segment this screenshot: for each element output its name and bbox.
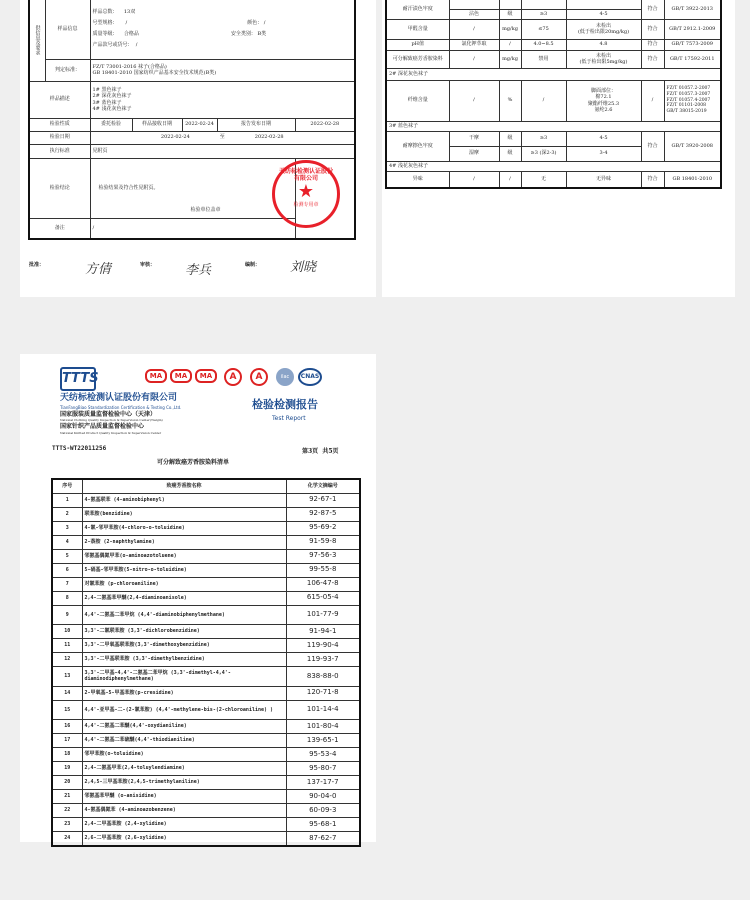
amine-name: 邻氨基苯甲醚 (o-anisidine)	[82, 790, 286, 804]
cas-number: 92-87-5	[286, 507, 360, 521]
standard-label: 判定标准：	[45, 59, 90, 81]
table-row: 湿摩 级 ≥3 (深2-3) 3-4	[386, 146, 721, 161]
nature-label: 检验性质	[29, 118, 90, 131]
table-title: 可分解致癌芳香胺染料清单	[157, 459, 230, 466]
amine-name: 邻氨基偶氮甲苯(o-aminoazotoluene)	[82, 549, 286, 563]
amine-name: 3,3'-二甲基-4,4'-二氨基二苯甲烷 (3,3'-dimethyl-4,4'-diaminodiphenylmethane)	[82, 667, 286, 687]
ilac-mark-icon: ilac	[276, 368, 294, 386]
row-number: 13	[52, 667, 82, 687]
cas-number: 91-94-1	[286, 625, 360, 639]
report-title-en: Test Report	[272, 415, 306, 422]
section-sample-2: 2# 深花灰色袜子	[386, 68, 721, 80]
row-number: 15	[52, 700, 82, 720]
amine-name: 4,4'-二氨基二苯醚(4,4'-oxydianiline)	[82, 720, 286, 734]
desc-list: 1# 黑色袜子 2# 深花灰色袜子 3# 蓝色袜子 4# 浅花灰色袜子	[90, 81, 355, 118]
center-2-en: National Knitted Product Quality Inspection & Supervision Center	[60, 431, 162, 435]
prepare-signature: 刘晓	[290, 260, 317, 275]
center-1: 国家服装质量监督检验中心（天津）	[60, 411, 157, 418]
center-2: 国家针织产品质量监督检验中心	[60, 423, 145, 430]
table-row	[52, 653, 360, 667]
amine-name: 5-硝基-邻甲苯胺(5-nitro-o-toluidine)	[82, 563, 286, 577]
cal-mark-icon: A	[250, 368, 268, 386]
cas-number: 97-56-3	[286, 549, 360, 563]
table-row	[52, 577, 360, 591]
cal-mark-icon: A	[224, 368, 242, 386]
conclusion-label: 检验结论	[29, 158, 90, 218]
cas-number: 90-04-0	[286, 790, 360, 804]
table-row	[52, 549, 360, 563]
cas-number: 120-71-8	[286, 686, 360, 700]
table-row	[52, 700, 360, 720]
review-label: 审核：	[140, 262, 156, 268]
row-number: 16	[52, 720, 82, 734]
cas-number: 91-59-8	[286, 535, 360, 549]
row-number: 4	[52, 535, 82, 549]
table-row	[52, 521, 360, 535]
table-row	[52, 605, 360, 625]
amine-name: 4,4'-二氨基二苯硫醚(4,4'-thiodianiline)	[82, 734, 286, 748]
amine-name: 2-萘胺 (2-naphthylamine)	[82, 535, 286, 549]
cas-number: 92-67-1	[286, 493, 360, 507]
company-name-en: TianFangBiao Standardization Certification & Testing Co.,Ltd.	[60, 405, 182, 410]
row-number: 8	[52, 591, 82, 605]
cas-number: 615-05-4	[286, 591, 360, 605]
header-no: 序号	[52, 479, 82, 493]
cas-number: 60-09-3	[286, 804, 360, 818]
table-row	[52, 818, 360, 832]
row-number: 6	[52, 563, 82, 577]
cas-number: 106-47-8	[286, 577, 360, 591]
row-number: 9	[52, 605, 82, 625]
amine-table	[51, 478, 361, 847]
cas-number: 137-17-7	[286, 776, 360, 790]
row-number: 21	[52, 790, 82, 804]
result-unit: 级	[499, 9, 521, 19]
row-number: 7	[52, 577, 82, 591]
conclusion: 检验结果及符合性见附页。 检验单位盖章	[90, 158, 295, 218]
table-row: 纤维含量 / % / 脚面部位： 棉72.1 聚酯纤维25.3 氨纶2.6 / FZ/T 01057.2-2007 FZ/T 01057.3-2007 FZ/T 01057.4-2007 FZ/T 01101-2008 GB/T 38015-2019	[386, 80, 721, 121]
issue-date: 2022-02-28	[295, 118, 355, 131]
row-number: 14	[52, 686, 82, 700]
results-table	[385, 0, 722, 189]
table-row	[52, 762, 360, 776]
table-row	[52, 667, 360, 687]
report-page-cover-continued	[20, 0, 376, 297]
remark-label: 备注	[29, 218, 90, 239]
test-date-label: 检验日期	[29, 131, 90, 144]
result-value: 4-5	[566, 9, 641, 19]
table-row	[52, 591, 360, 605]
amine-name: 4-氯-邻甲苯胺(4-chloro-o-toluidine)	[82, 521, 286, 535]
amine-name: 邻甲苯胺(o-toluidine)	[82, 748, 286, 762]
result-judge: 符合	[641, 0, 664, 19]
amine-name: 4,4'-亚甲基-二-(2-氯苯胺) (4,4'-methylene-bis-(2-chloroaniline) )	[82, 700, 286, 720]
amine-name: 4,4'-二氨基二苯甲烷 (4,4'-diaminobiphenylmethane)	[82, 605, 286, 625]
approve-label: 批准：	[29, 262, 45, 268]
table-row: 异味 / / 无 无异味 符合 GB 18401-2010	[386, 171, 721, 188]
row-number: 2	[52, 507, 82, 521]
table-row	[52, 720, 360, 734]
cas-number: 95-80-7	[286, 762, 360, 776]
prepare-label: 编制：	[245, 262, 261, 268]
table-row	[52, 639, 360, 653]
cma-mark-icon: MA	[170, 369, 192, 383]
table-row	[52, 493, 360, 507]
amine-name: 3,3'-二甲基联苯胺 (3,3'-dimethylbenzidine)	[82, 653, 286, 667]
side-label: 供信息及要求	[29, 0, 45, 81]
table-row	[52, 832, 360, 846]
cas-number: 95-68-1	[286, 818, 360, 832]
amine-name: 2,4,5-三甲基苯胺(2,4,5-trimethylaniline)	[82, 776, 286, 790]
table-row	[52, 563, 360, 577]
amine-name: 2-甲氧基-5-甲基苯胺(p-cresidine)	[82, 686, 286, 700]
review-signature: 李兵	[185, 263, 212, 278]
row-number: 17	[52, 734, 82, 748]
result-sub: 沾色	[449, 9, 499, 19]
table-row	[52, 507, 360, 521]
table-row	[52, 804, 360, 818]
amine-name: 4-氨基联苯 (4-aminobiphenyl)	[82, 493, 286, 507]
company-name: 天纺标检测认证股份有限公司	[60, 393, 178, 403]
amine-name: 对氯苯胺 (p-chloroaniline)	[82, 577, 286, 591]
exec-label: 执行标准	[29, 144, 90, 158]
cas-number: 99-55-8	[286, 563, 360, 577]
result-req: ≥3	[521, 9, 566, 19]
cas-number: 139-65-1	[286, 734, 360, 748]
nature: 委托检验	[90, 118, 132, 131]
receive-label: 样品接收日期	[132, 118, 182, 131]
cma-mark-icon: MA	[195, 369, 217, 383]
cas-number: 95-53-4	[286, 748, 360, 762]
row-number: 23	[52, 818, 82, 832]
cas-number: 838-88-0	[286, 667, 360, 687]
amine-name: 2,4-二氨基甲苯(2,4-toluylendiamine)	[82, 762, 286, 776]
center-1-en: National Clothing Quality Inspection & Supervision Center(Tianjin)	[60, 418, 163, 422]
row-number: 18	[52, 748, 82, 762]
table-row	[52, 776, 360, 790]
issue-label: 报告发布日期	[217, 118, 295, 131]
test-date: 2022-02-24 至 2022-02-28	[90, 131, 355, 144]
row-number: 10	[52, 625, 82, 639]
desc-label: 样品描述	[29, 81, 90, 118]
cas-number: 87-62-7	[286, 832, 360, 846]
result-std: GB/T 3922-2013	[664, 0, 721, 19]
official-stamp: 天纺标检测认证股份有限公司 ★ 检测专用章	[272, 160, 340, 228]
standard-value: FZ/T 73001-2016 袜子(合格品) GB 18401-2010 国家纺织产品基本安全技术规范(B类)	[90, 59, 355, 81]
table-row	[52, 790, 360, 804]
cas-number: 119-93-7	[286, 653, 360, 667]
amine-name: 联苯胺(benzidine)	[82, 507, 286, 521]
row-number: 22	[52, 804, 82, 818]
table-row	[52, 734, 360, 748]
table-row	[52, 625, 360, 639]
page-indicator: 第3页 共5页	[302, 448, 339, 455]
table-row	[52, 748, 360, 762]
amine-name: 3,3'-二甲氧基联苯胺(3,3'-dimethoxybenzidine)	[82, 639, 286, 653]
cas-number: 101-14-4	[286, 700, 360, 720]
ttts-logo: TTTS	[60, 367, 96, 391]
table-row: 耐摩擦色牢度 干摩 级 ≥3 4-5 符合 GB/T 3920-2008	[386, 131, 721, 146]
row-number: 12	[52, 653, 82, 667]
result-item: 耐汗渍色牢度	[386, 0, 449, 19]
cnas-mark-icon: CNAS	[298, 368, 322, 386]
amine-name: 2,6-二甲基苯胺 (2,6-xylidine)	[82, 832, 286, 846]
report-title: 检验检测报告	[252, 398, 318, 411]
table-row: 甲醛含量 / mg/kg ≤75 未检出 (低于检出限20mg/kg) 符合 GB/T 2912.1-2009	[386, 19, 721, 39]
report-number: TTTS-WT22011256	[52, 445, 107, 452]
row-number: 11	[52, 639, 82, 653]
report-results-page	[382, 0, 735, 297]
section-sample-4: 4# 浅花灰色袜子	[386, 161, 721, 171]
sample-info-label: 样品信息	[45, 0, 90, 59]
amine-name: 3,3'-二氯联苯胺 (3,3'-dichlorobenzidine)	[82, 625, 286, 639]
amine-name: 2,4-二氨基苯甲醚(2,4-diaminoanisole)	[82, 591, 286, 605]
cas-number: 119-90-4	[286, 639, 360, 653]
amine-name: 4-氨基偶氮苯 (4-aminoazobenzene)	[82, 804, 286, 818]
header-cas: 化学文摘编号	[286, 479, 360, 493]
row-number: 1	[52, 493, 82, 507]
sample-info: 样品总数： 13双 号型规格： / 颜色： / 质量等级： 合格品 安全类别： B类 产品款号或货号： /	[90, 0, 355, 59]
cas-number: 95-69-2	[286, 521, 360, 535]
table-row	[52, 686, 360, 700]
table-row	[52, 535, 360, 549]
row-number: 3	[52, 521, 82, 535]
cma-mark-icon: MA	[145, 369, 167, 383]
row-number: 19	[52, 762, 82, 776]
table-row: pH值 氯化钾萃取 / 4.0~8.5 4.8 符合 GB/T 7573-2009	[386, 39, 721, 50]
cas-number: 101-80-4	[286, 720, 360, 734]
row-number: 5	[52, 549, 82, 563]
receive-date: 2022-02-24	[182, 118, 217, 131]
row-number: 24	[52, 832, 82, 846]
cas-number: 101-77-9	[286, 605, 360, 625]
table-row: 可分解致癌芳香胺染料 / mg/kg 禁用 未检出 (低于检出限5mg/kg) 符合 GB/T 17592-2011	[386, 50, 721, 68]
remark: /	[90, 218, 295, 239]
section-sample-3: 3# 蓝色袜子	[386, 121, 721, 131]
header-name: 致癌芳香胺名称	[82, 479, 286, 493]
exec: 见附页	[90, 144, 355, 158]
row-number: 20	[52, 776, 82, 790]
approve-signature: 方倩	[85, 262, 112, 277]
amine-name: 2,4-二甲基苯胺 (2,4-xylidine)	[82, 818, 286, 832]
